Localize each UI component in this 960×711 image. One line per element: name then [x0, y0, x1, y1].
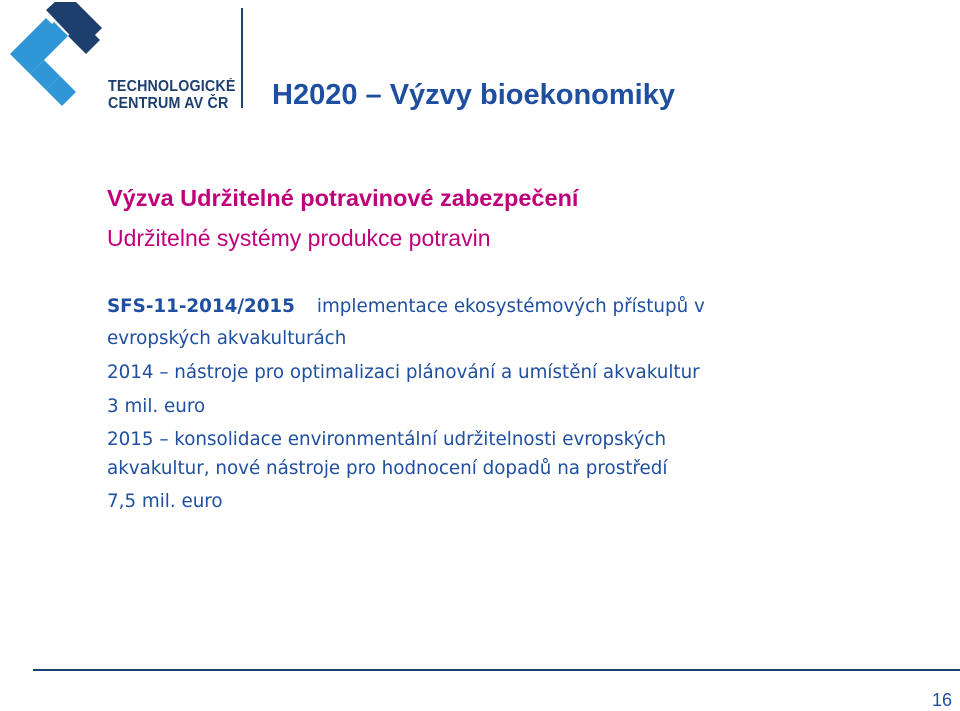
- logo-text-line2: CENTRUM AV ČR: [108, 95, 229, 112]
- header-divider: [241, 8, 243, 108]
- call-code: SFS-11-2014/2015: [107, 296, 295, 317]
- page-number: 16: [932, 690, 953, 710]
- logo: [0, 0, 240, 120]
- slide-title: H2020 – Výzvy bioekonomiky: [272, 79, 675, 111]
- tc-logo-icon: [6, 2, 106, 112]
- section-title: Výzva Udržitelné potravinové zabezpečení: [107, 185, 579, 211]
- call-line: [107, 296, 705, 317]
- topic-2015-line1: 2015 – konsolidace environmentální udržitelnosti evropských: [107, 429, 667, 450]
- footer-divider: [33, 669, 960, 671]
- call-description-cont: evropských akvakulturách: [107, 328, 347, 349]
- topic-2015-line2: akvakultur, nové nástroje pro hodnocení dopadů na prostředí: [107, 458, 668, 479]
- call-description: implementace ekosystémových přístupů v: [316, 296, 705, 317]
- section-subtitle: Udržitelné systémy produkce potravin: [107, 225, 491, 251]
- budget-2014: 3 mil. euro: [107, 396, 206, 417]
- budget-2015: 7,5 mil. euro: [107, 491, 223, 512]
- logo-text-line1: TECHNOLOGICKÉ: [108, 78, 236, 95]
- topic-2014: 2014 – nástroje pro optimalizaci plánování a umístění akvakultur: [107, 362, 700, 383]
